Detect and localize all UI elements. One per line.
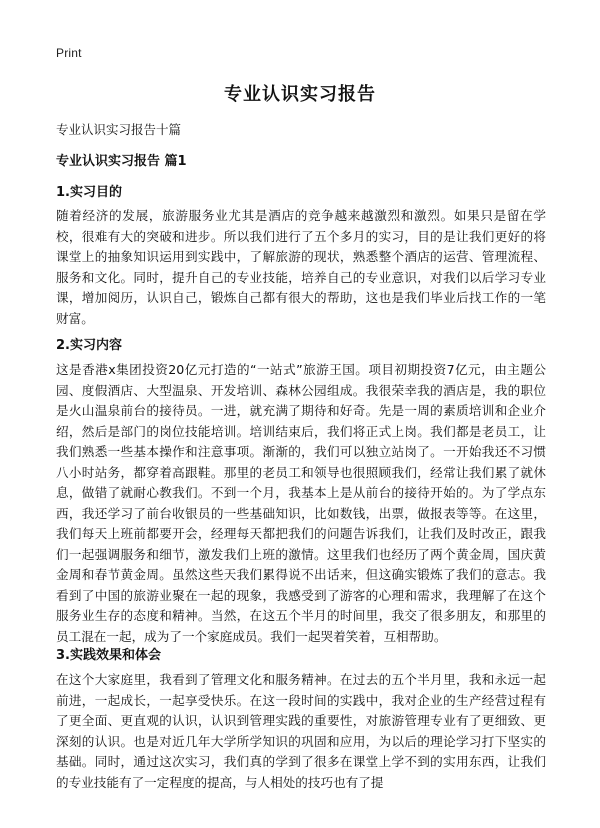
section-body-results: 在这个大家庭里，我看到了管理文化和服务精神。在过去的五个半月里，我和永远一起前进，一起成长，一起享受快乐。在这一段时间的实践中，我对企业的生产经营过程有了更全面、更直观的认识，认识到管理实践的重要性，对旅游管理专业有了更细致、更深刻的认识。也是对近几年大学所学知识的巩固和应用，为以后的理论学习打下坚实的基础。同时，通过这次实习，我们真的学到了很多在课堂上学不到的实用东西，让我们的专业技能有了一定程度的提高，与人相处的技巧也有了提 [56,672,546,790]
section-heading-content: 2.实习内容 [56,338,122,353]
article-heading: 专业认识实习报告 篇1 [56,154,187,169]
section-body-purpose: 随着经济的发展，旅游服务业尤其是酒店的竞争越来越激烈和激烈。如果只是留在学校，很难有大的突破和进步。所以我们进行了五个多月的实习，目的是让我们更好的将课堂上的抽象知识运用到实践中，了解旅游的现状，熟悉整个酒店的运营、管理流程、服务和文化。同时，提升自己的专业技能，培养自己的专业意识，对我们以后学习专业课，增加阅历，认识自己，锻炼自己都有很大的帮助，这也是我们毕业后找工作的一笔财富。 [56,208,546,326]
document-title: 专业认识实习报告 [224,84,376,105]
section-heading-results: 3.实践效果和体会 [56,648,161,663]
section-heading-purpose: 1.实习目的 [56,185,122,200]
document-subtitle: 专业认识实习报告十篇 [56,122,182,137]
section-body-content: 这是香港x集团投资20亿元打造的“一站式”旅游王国。项目初期投资7亿元，由主题公园、度假酒店、大型温泉、开发培训、森林公园组成。我很荣幸我的酒店是，我的职位是火山温泉前台的接待员。一进，就充满了期待和好奇。先是一周的素质培训和企业介绍，然后是部门的岗位技能培训。培训结束后，我们将正式上岗。我们都是老员工，让我们熟悉一些基本操作和注意事项。渐渐的，我们可以独立站岗了。一开始我还不习惯八小时站务，都穿着高跟鞋。那里的老员工和领导也很照顾我们，经常让我们累了就休息，做错了就耐心教我们。不到一个月，我基本上是从前台的接待开始的。为了学点东西，我还学习了前台收银员的一些基础知识，比如数钱，出票，做报表等等。在这里，我们每天上班前都要开会，经理每天都把我们的问题告诉我们，让我们及时改正，跟我们一起强调服务和细节，激发我们上班的激情。这里我们也经历了两个黄金周，国庆黄金周和春节黄金周。虽然这些天我们累得说不出话来，但这确实锻炼了我们的意志。我看到了中国的旅游业聚在一起的现象，我感受到了游客的心理和需求，我理解了在这个服务业生存的态度和精神。当然，在这五个半月的时间里，我交了很多朋友，和那里的员工混在一起，成为了一个家庭成员。我们一起哭着笑着，互相帮助。 [56,362,546,644]
print-label: Print [56,46,82,60]
